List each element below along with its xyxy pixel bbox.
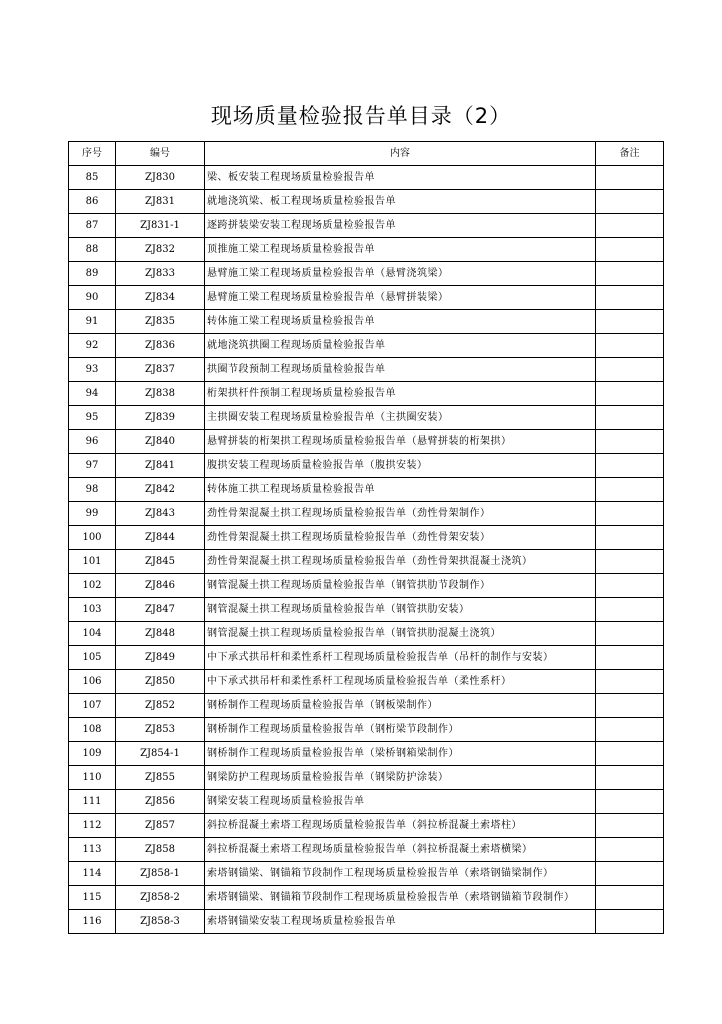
row-seq: 101	[69, 550, 116, 574]
row-content: 梁、板安装工程现场质量检验报告单	[205, 166, 596, 190]
table-row	[69, 910, 664, 934]
row-code: ZJ857	[116, 814, 205, 838]
row-note	[596, 190, 664, 214]
table-row	[69, 526, 664, 550]
row-content: 斜拉桥混凝土索塔工程现场质量检验报告单（斜拉桥混凝土索塔柱）	[205, 814, 596, 838]
header-content: 内容	[205, 142, 596, 166]
table-row	[69, 166, 664, 190]
row-code: ZJ830	[116, 166, 205, 190]
row-note	[596, 766, 664, 790]
row-content: 劲性骨架混凝土拱工程现场质量检验报告单（劲性骨架拱混凝土浇筑）	[205, 550, 596, 574]
row-seq: 96	[69, 430, 116, 454]
row-code: ZJ846	[116, 574, 205, 598]
row-seq: 99	[69, 502, 116, 526]
row-seq: 105	[69, 646, 116, 670]
row-seq: 110	[69, 766, 116, 790]
row-code: ZJ839	[116, 406, 205, 430]
row-note	[596, 886, 664, 910]
row-note	[596, 694, 664, 718]
row-content: 悬臂拼装的桁架拱工程现场质量检验报告单（悬臂拼装的桁架拱）	[205, 430, 596, 454]
row-code: ZJ838	[116, 382, 205, 406]
row-content: 钢桥制作工程现场质量检验报告单（梁桥钢箱梁制作）	[205, 742, 596, 766]
table-row	[69, 670, 664, 694]
row-seq: 116	[69, 910, 116, 934]
row-seq: 114	[69, 862, 116, 886]
row-note	[596, 358, 664, 382]
table-row	[69, 190, 664, 214]
table-row	[69, 646, 664, 670]
row-code: ZJ842	[116, 478, 205, 502]
row-code: ZJ849	[116, 646, 205, 670]
table-row	[69, 454, 664, 478]
table-row	[69, 622, 664, 646]
row-content: 钢梁安装工程现场质量检验报告单	[205, 790, 596, 814]
row-code: ZJ848	[116, 622, 205, 646]
row-seq: 107	[69, 694, 116, 718]
table-row	[69, 310, 664, 334]
table-row	[69, 334, 664, 358]
row-seq: 115	[69, 886, 116, 910]
table-row	[69, 718, 664, 742]
row-note	[596, 382, 664, 406]
row-note	[596, 670, 664, 694]
row-content: 就地浇筑梁、板工程现场质量检验报告单	[205, 190, 596, 214]
row-content: 转体施工拱工程现场质量检验报告单	[205, 478, 596, 502]
row-content: 钢桥制作工程现场质量检验报告单（钢板梁制作）	[205, 694, 596, 718]
row-note	[596, 790, 664, 814]
row-content: 主拱圈安装工程现场质量检验报告单（主拱圈安装）	[205, 406, 596, 430]
row-note	[596, 238, 664, 262]
row-note	[596, 502, 664, 526]
row-code: ZJ831-1	[116, 214, 205, 238]
row-code: ZJ832	[116, 238, 205, 262]
table-row	[69, 430, 664, 454]
row-seq: 112	[69, 814, 116, 838]
row-note	[596, 742, 664, 766]
table-row	[69, 862, 664, 886]
row-content: 转体施工梁工程现场质量检验报告单	[205, 310, 596, 334]
row-content: 劲性骨架混凝土拱工程现场质量检验报告单（劲性骨架安装）	[205, 526, 596, 550]
row-note	[596, 718, 664, 742]
row-code: ZJ854-1	[116, 742, 205, 766]
row-code: ZJ858-1	[116, 862, 205, 886]
row-seq: 85	[69, 166, 116, 190]
row-note	[596, 310, 664, 334]
row-code: ZJ845	[116, 550, 205, 574]
table-row	[69, 238, 664, 262]
row-code: ZJ836	[116, 334, 205, 358]
row-code: ZJ850	[116, 670, 205, 694]
row-note	[596, 430, 664, 454]
row-seq: 98	[69, 478, 116, 502]
header-seq: 序号	[69, 142, 116, 166]
row-note	[596, 478, 664, 502]
table-row	[69, 694, 664, 718]
row-note	[596, 166, 664, 190]
row-content: 拱圈节段预制工程现场质量检验报告单	[205, 358, 596, 382]
row-code: ZJ834	[116, 286, 205, 310]
table-row	[69, 214, 664, 238]
row-code: ZJ835	[116, 310, 205, 334]
table-row	[69, 838, 664, 862]
table-row	[69, 550, 664, 574]
row-code: ZJ844	[116, 526, 205, 550]
row-note	[596, 406, 664, 430]
row-code: ZJ858	[116, 838, 205, 862]
row-code: ZJ858-2	[116, 886, 205, 910]
row-content: 腹拱安装工程现场质量检验报告单（腹拱安装）	[205, 454, 596, 478]
row-seq: 93	[69, 358, 116, 382]
row-seq: 87	[69, 214, 116, 238]
table-row	[69, 886, 664, 910]
row-code: ZJ853	[116, 718, 205, 742]
row-note	[596, 550, 664, 574]
row-note	[596, 910, 664, 934]
table-header-row	[69, 142, 664, 166]
row-note	[596, 334, 664, 358]
table-row	[69, 598, 664, 622]
row-note	[596, 622, 664, 646]
row-note	[596, 574, 664, 598]
row-code: ZJ858-3	[116, 910, 205, 934]
row-seq: 92	[69, 334, 116, 358]
row-seq: 109	[69, 742, 116, 766]
row-content: 斜拉桥混凝土索塔工程现场质量检验报告单（斜拉桥混凝土索塔横梁）	[205, 838, 596, 862]
row-seq: 89	[69, 262, 116, 286]
row-seq: 111	[69, 790, 116, 814]
row-code: ZJ856	[116, 790, 205, 814]
table-row	[69, 358, 664, 382]
row-note	[596, 838, 664, 862]
table-row	[69, 766, 664, 790]
row-code: ZJ833	[116, 262, 205, 286]
table-row	[69, 382, 664, 406]
row-seq: 113	[69, 838, 116, 862]
row-seq: 91	[69, 310, 116, 334]
row-note	[596, 214, 664, 238]
table-row	[69, 406, 664, 430]
row-code: ZJ840	[116, 430, 205, 454]
row-note	[596, 598, 664, 622]
row-content: 索塔钢锚梁、钢锚箱节段制作工程现场质量检验报告单（索塔钢锚梁制作）	[205, 862, 596, 886]
row-code: ZJ837	[116, 358, 205, 382]
row-code: ZJ843	[116, 502, 205, 526]
row-seq: 102	[69, 574, 116, 598]
row-note	[596, 862, 664, 886]
row-note	[596, 262, 664, 286]
row-content: 钢管混凝土拱工程现场质量检验报告单（钢管拱肋安装）	[205, 598, 596, 622]
row-note	[596, 526, 664, 550]
row-content: 悬臂施工梁工程现场质量检验报告单（悬臂拼装梁）	[205, 286, 596, 310]
row-seq: 104	[69, 622, 116, 646]
row-seq: 90	[69, 286, 116, 310]
page-title: 现场质量检验报告单目录（2）	[210, 104, 512, 128]
row-note	[596, 646, 664, 670]
row-note	[596, 814, 664, 838]
row-content: 钢桥制作工程现场质量检验报告单（钢桁梁节段制作）	[205, 718, 596, 742]
row-code: ZJ831	[116, 190, 205, 214]
header-code: 编号	[116, 142, 205, 166]
table-row	[69, 742, 664, 766]
row-note	[596, 286, 664, 310]
row-code: ZJ841	[116, 454, 205, 478]
row-content: 顶推施工梁工程现场质量检验报告单	[205, 238, 596, 262]
table-row	[69, 790, 664, 814]
row-seq: 97	[69, 454, 116, 478]
table-row	[69, 286, 664, 310]
table-row	[69, 478, 664, 502]
row-seq: 88	[69, 238, 116, 262]
row-seq: 94	[69, 382, 116, 406]
row-content: 索塔钢锚梁、钢锚箱节段制作工程现场质量检验报告单（索塔钢锚箱节段制作）	[205, 886, 596, 910]
row-note	[596, 454, 664, 478]
table-row	[69, 574, 664, 598]
table-row	[69, 814, 664, 838]
row-content: 桁架拱杆件预制工程现场质量检验报告单	[205, 382, 596, 406]
catalog-table	[68, 141, 664, 934]
row-content: 悬臂施工梁工程现场质量检验报告单（悬臂浇筑梁）	[205, 262, 596, 286]
row-content: 索塔钢锚梁安装工程现场质量检验报告单	[205, 910, 596, 934]
header-note: 备注	[596, 142, 664, 166]
row-content: 钢梁防护工程现场质量检验报告单（钢梁防护涂装）	[205, 766, 596, 790]
row-seq: 103	[69, 598, 116, 622]
table-row	[69, 502, 664, 526]
row-content: 就地浇筑拱圈工程现场质量检验报告单	[205, 334, 596, 358]
table-row	[69, 262, 664, 286]
row-code: ZJ852	[116, 694, 205, 718]
row-code: ZJ847	[116, 598, 205, 622]
row-content: 中下承式拱吊杆和柔性系杆工程现场质量检验报告单（吊杆的制作与安装）	[205, 646, 596, 670]
row-content: 钢管混凝土拱工程现场质量检验报告单（钢管拱肋混凝土浇筑）	[205, 622, 596, 646]
row-seq: 108	[69, 718, 116, 742]
table-body	[69, 166, 664, 934]
row-content: 逐跨拼装梁安装工程现场质量检验报告单	[205, 214, 596, 238]
row-content: 中下承式拱吊杆和柔性系杆工程现场质量检验报告单（柔性系杆）	[205, 670, 596, 694]
row-seq: 100	[69, 526, 116, 550]
row-code: ZJ855	[116, 766, 205, 790]
row-content: 钢管混凝土拱工程现场质量检验报告单（钢管拱肋节段制作）	[205, 574, 596, 598]
row-seq: 95	[69, 406, 116, 430]
row-seq: 106	[69, 670, 116, 694]
row-content: 劲性骨架混凝土拱工程现场质量检验报告单（劲性骨架制作）	[205, 502, 596, 526]
row-seq: 86	[69, 190, 116, 214]
